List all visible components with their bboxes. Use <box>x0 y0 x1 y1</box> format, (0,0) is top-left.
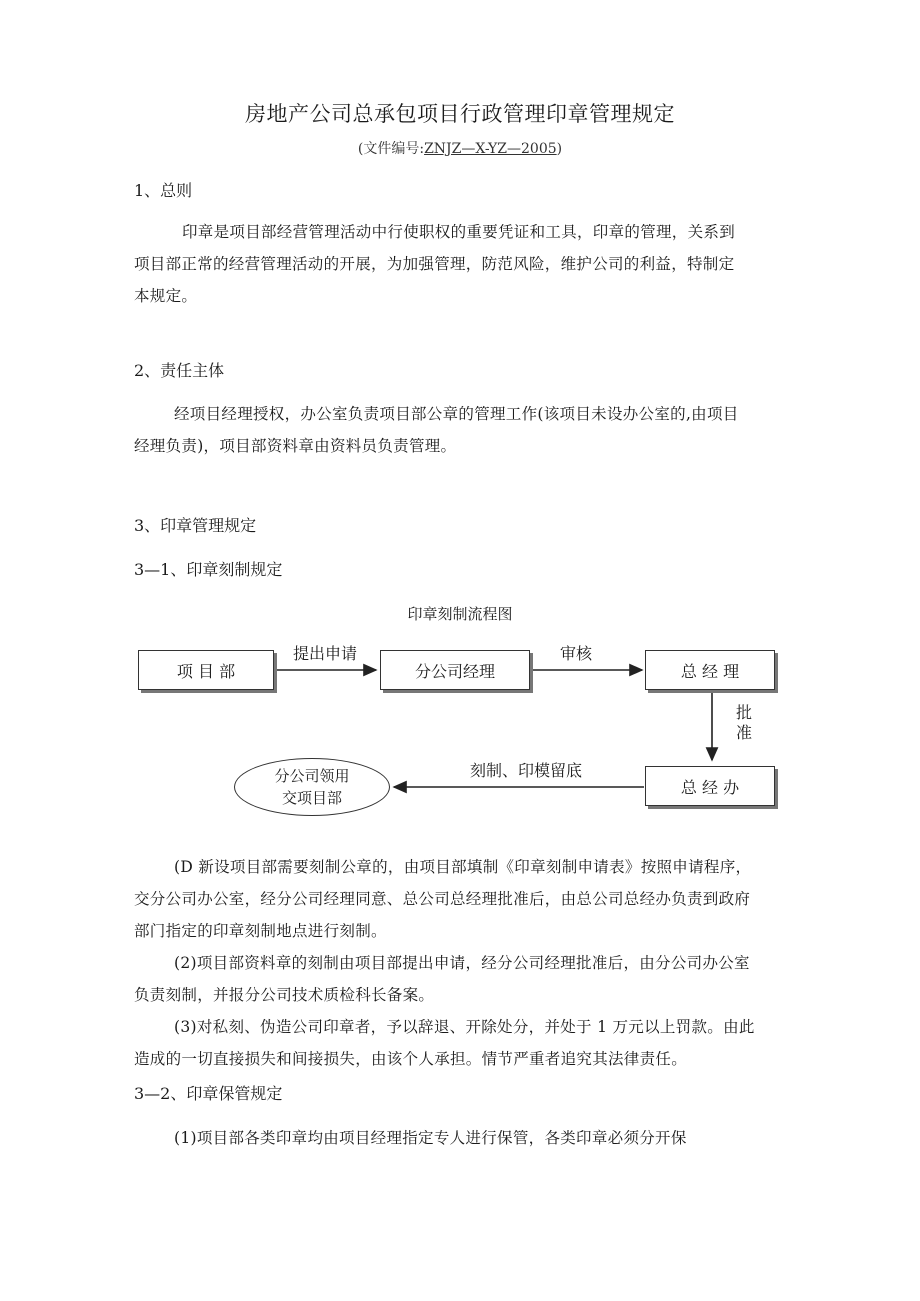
node-branch-receive-line-1: 分公司领用 <box>274 767 350 785</box>
node-general-manager: 总 经 理 <box>645 650 775 690</box>
rule-2-line-2: 负责刻制，并报分公司技术质检科长备案。 <box>134 986 435 1004</box>
node-branch-receive <box>234 758 390 816</box>
section-3-1-heading: 3—1、印章刻制规定 <box>134 560 283 579</box>
flowchart-title: 印章刻制流程图 <box>407 605 513 623</box>
node-branch-receive-line-2: 交项目部 <box>281 789 342 807</box>
edge-label-review: 审核 <box>560 644 593 663</box>
section-2-line-2: 经理负责)，项目部资料章由资料员负责管理。 <box>134 437 457 455</box>
rule-1-line-1: (D 新设项目部需要刻制公章的，由项目部填制《印章刻制申请表》按照申请程序， <box>174 858 752 876</box>
node-gm-office: 总 经 办 <box>645 766 775 806</box>
custody-rule-1-line-1: (1)项目部各类印章均由项目经理指定专人进行保管，各类印章必须分开保 <box>174 1129 687 1147</box>
rule-3-line-2: 造成的一切直接损失和间接损失，由该个人承担。情节严重者追究其法律责任。 <box>134 1050 688 1068</box>
section-1-line-1: 印章是项目部经营管理活动中行使职权的重要凭证和工具，印章的管理，关系到 <box>182 223 736 241</box>
rule-1-line-2: 交分公司办公室，经分公司经理同意、总公司总经理批准后，由总公司总经办负责到政府 <box>134 890 751 908</box>
section-2-heading: 2、责任主体 <box>134 361 225 380</box>
rule-1-line-3: 部门指定的印章刻制地点进行刻制。 <box>134 922 387 940</box>
section-3-heading: 3、印章管理规定 <box>134 516 257 535</box>
rule-3-line-1: (3)对私刻、伪造公司印章者，予以辞退、开除处分，并处于 1 万元以上罚款。由此 <box>174 1018 755 1036</box>
section-3-2-heading: 3—2、印章保管规定 <box>134 1084 283 1103</box>
section-2-line-1: 经项目经理授权，办公室负责项目部公章的管理工作(该项目未设办公室的,由项目 <box>174 405 739 423</box>
node-branch-manager: 分公司经理 <box>380 650 530 690</box>
section-1-line-2: 项目部正常的经营管理活动的开展，为加强管理，防范风险，维护公司的利益，特制定 <box>134 255 735 273</box>
node-project-dept: 项 目 部 <box>138 650 274 690</box>
edge-label-approve-1: 批 <box>736 703 753 722</box>
edge-label-apply: 提出申请 <box>293 644 358 663</box>
file-number: (文件编号:ZNJZ—X-YZ—2005) <box>357 141 563 157</box>
section-1-line-3: 本规定。 <box>134 287 198 305</box>
document-title: 房地产公司总承包项目行政管理印章管理规定 <box>245 102 675 126</box>
section-1-heading: 1、总则 <box>134 181 193 200</box>
rule-2-line-1: (2)项目部资料章的刻制由项目部提出申请，经分公司经理批准后，由分公司办公室 <box>174 954 750 972</box>
edge-label-approve-2: 准 <box>736 723 753 742</box>
file-number-code: ZNJZ—X-YZ—2005 <box>424 141 557 157</box>
edge-label-carve: 刻制、印模留底 <box>470 761 583 780</box>
